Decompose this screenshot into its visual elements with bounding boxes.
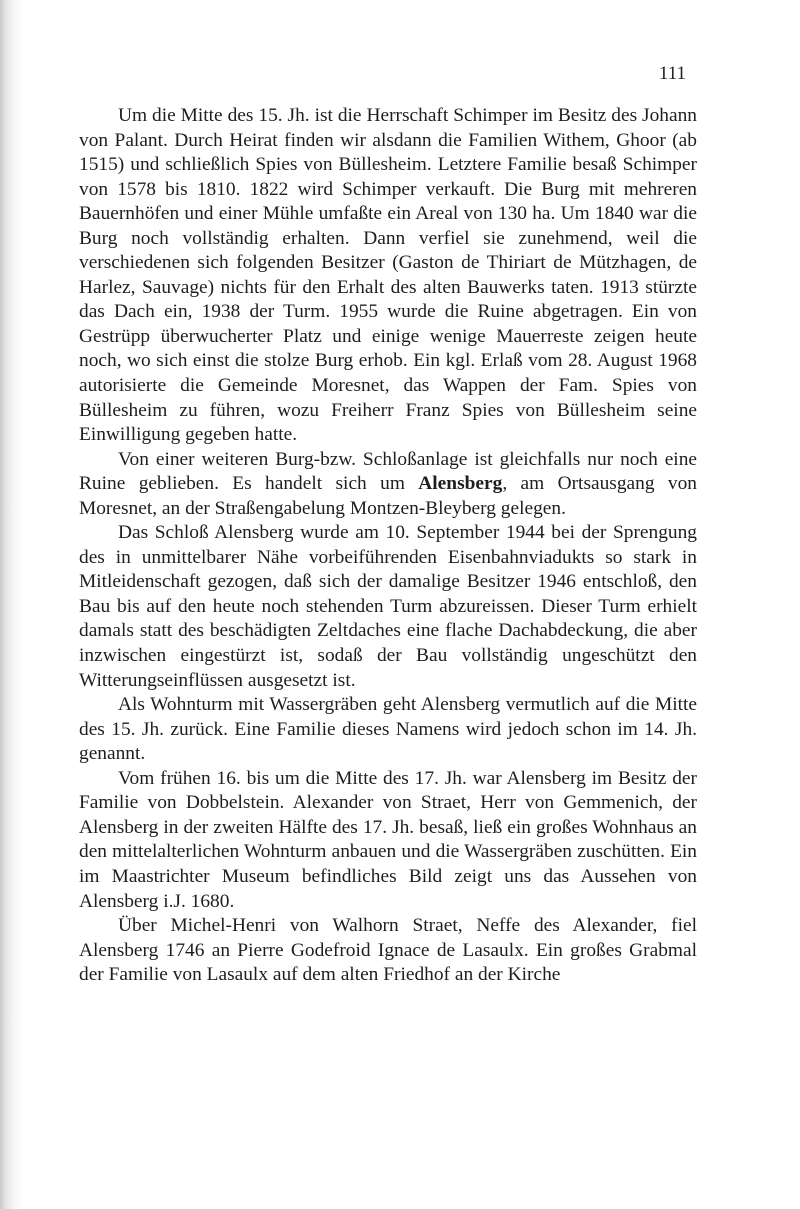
paragraph-alensberg-intro: [79, 448, 697, 522]
paragraph-lasaulx-family: Über Michel-Henri von Walhorn Straet, Neffe des Alexander, fiel Alensberg 1746 an Pierre Godefroid Ignace de Lasaulx. Ein großes Grabmal der Familie von Lasaulx auf dem alten Friedhof an der Kirche: [79, 915, 697, 986]
paragraph-schimper-history: Um die Mitte des 15. Jh. ist die Herrschaft Schimper im Besitz des Johann von Palant. Durch Heirat finden wir alsdann die Familien Withem, Ghoor (ab 1515) und schließlich Spies von Büllesheim. Letztere Familie besaß Schimper von 1578 bis 1810. 1822 wird Schimper verkauft. Die Burg mit mehreren Bauernhöfen und einer Mühle umfaßte ein Areal von 130 ha. Um 1840 war die Burg noch vollständig erhalten. Dann verfiel sie zunehmend, weil die verschiedenen sich folgenden Besitzer (Gaston de Thiriart de Mützhagen, de Harlez, Sauvage) nichts für den Erhalt des alten Bauwerks taten. 1913 stürzte das Dach ein, 1938 der Turm. 1955 wurde die Ruine abgetragen. Ein von Gestrüpp überwucherter Platz und einige wenige Mauerreste zeigen heute noch, wo sich einst die stolze Burg erhob. Ein kgl. Erlaß vom 28. August 1968 autorisierte die Gemeinde Moresnet, das Wappen der Fam. Spies von Büllesheim zu führen, wozu Freiherr Franz Spies von Büllesheim seine Einwilligung gegeben hatte.: [79, 105, 697, 446]
body-text: [79, 104, 697, 988]
paragraph-alensberg-intro-start: Von einer weiteren Burg-bzw. Schloßanlage ist gleichfalls nur noch eine Ruine geblieben. Es handelt sich um: [79, 448, 697, 495]
paragraph-dobbelstein-family: Vom frühen 16. bis um die Mitte des 17. Jh. war Alensberg im Besitz der Familie von Dobbelstein. Alexander von Straet, Herr von Gemmenich, der Alensberg in der zweiten Hälfte des 17. Jh. besaß, ließ ein großes Wohnhaus an den mittelalterlichen Wohnturm anbauen und die Wassergräben zuschütten. Ein im Maastrichter Museum befindliches Bild zeigt uns das Aussehen von Alensberg i.J. 1680.: [79, 767, 697, 912]
page-number: 111: [658, 63, 686, 84]
paragraph-residential-tower: Als Wohnturm mit Wassergräben geht Alensberg vermutlich auf die Mitte des 15. Jh. zurück. Eine Familie dieses Namens wird jedoch schon im 14. Jh. genannt.: [79, 694, 697, 765]
paragraph-castle-destruction: Das Schloß Alensberg wurde am 10. September 1944 bei der Sprengung des in unmittelbarer Nähe vorbeiführenden Eisenbahnviadukts so stark in Mitleidenschaft gezogen, daß sich der damalige Besitzer 1946 entschloß, den Bau bis auf den heute noch stehenden Turm abzureissen. Dieser Turm erhielt damals statt des beschädigten Zeltdaches eine flache Dachabdeckung, die aber inzwischen eingestürzt ist, sodaß der Bau vollständig ungeschützt den Witterungseinflüssen ausgesetzt ist.: [79, 522, 697, 691]
paragraph-alensberg-intro-end: , am Ortsausgang von Moresnet, an der Straßengabelung Montzen-Bleyberg gelegen.: [79, 473, 697, 519]
alensberg-bold-term: Alensberg: [418, 473, 503, 495]
